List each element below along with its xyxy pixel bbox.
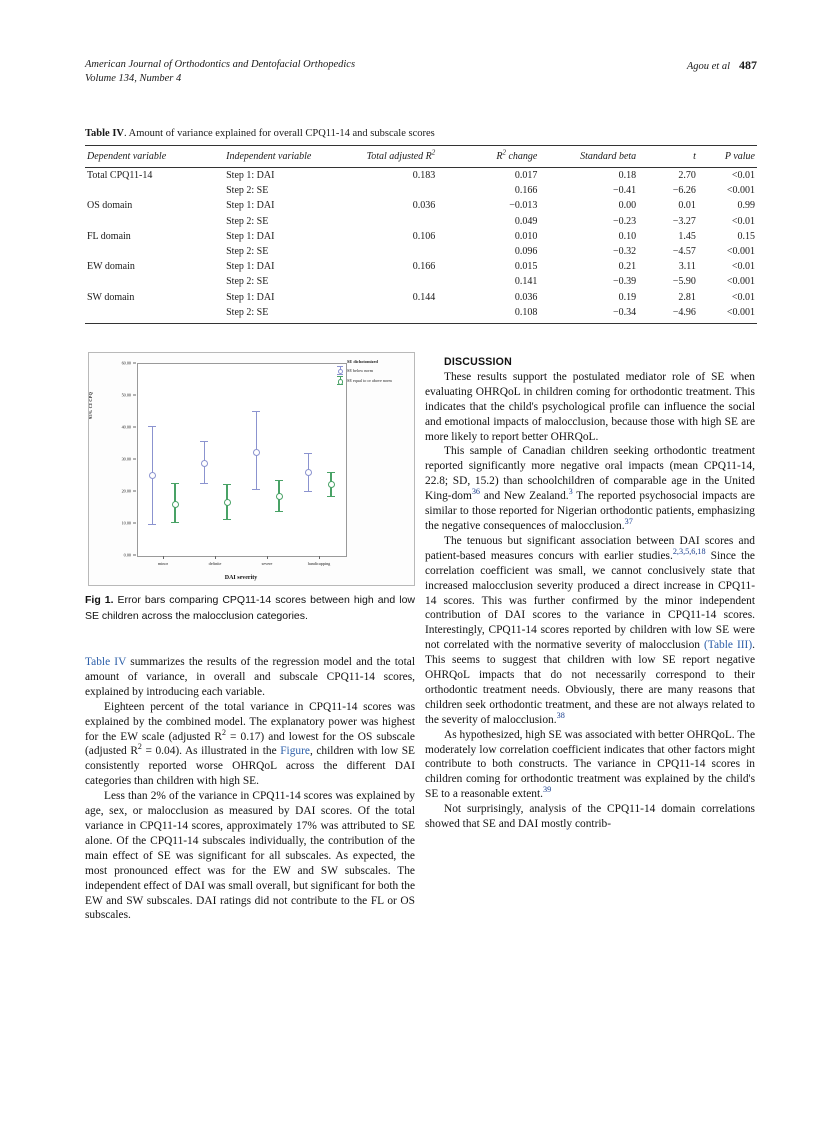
table-row [85,259,757,274]
cell-total-r2 [354,305,462,322]
error-bar-upper-cap [304,453,311,454]
cell-dependent [85,183,226,198]
paragraph-canadian-sample [425,444,755,533]
paragraph-text: summarizes the results of the regression model and the total amount of variance, in overall and subscale CPQ11-14 scores, explained by introducing each variable. [85,656,415,698]
col-r2-change-rest: change [505,151,538,162]
cell-dependent [85,214,226,229]
table-row [85,229,757,244]
y-axis-tick-label: 60.00 [121,360,131,366]
table-row [85,168,757,184]
cell-beta: −0.23 [613,215,637,227]
col-dependent-variable: Dependent variable [85,146,226,168]
table-iv-link[interactable]: Table IV [85,656,127,668]
right-column [425,355,755,832]
mean-marker [328,481,335,488]
col-total-adjusted-r2-text: Total adjusted R [366,151,432,162]
cell-t: 2.70 [678,170,696,182]
cell-independent: Step 2: SE [226,306,269,318]
reference-marker[interactable]: 36 [471,487,481,497]
left-column [85,655,415,923]
paragraph-text: = 0.17) and lowest for the OS subscale (adjusted R [85,730,415,758]
cell-independent: Step 2: SE [226,215,269,227]
error-bar-lower-cap [223,519,230,520]
col-total-adjusted-r2-sup: 2 [431,148,436,157]
cell-dependent [85,305,226,322]
col-t: t [656,146,710,168]
y-axis-tick-label: 20.00 [121,488,131,494]
paragraph-text: The tenuous but significant association between DAI scores and patient-based measures concurs with earlier studies. [425,534,755,562]
cell-t: 0.01 [678,200,696,212]
running-head-journal [85,58,355,86]
cell-beta: 0.00 [618,200,637,212]
col-independent-variable: Independent variable [226,146,354,168]
x-axis-tick-mark [163,556,164,559]
legend-label: SE equal to or above norm [347,378,392,383]
error-bar-upper-cap [200,441,207,442]
error-bar-upper-cap [252,411,259,412]
y-axis-label: 95% CI CPQ [88,391,93,419]
paragraph-subscales: Less than 2% of the variance in CPQ11-14 scores was explained by age, sex, or malocclusion as measured by DAI scores. Of the total variance in CPQ11-14 scores, approximately 17% was attributed to SE alone. Of the CPQ11-14 subscales individually, the contribution of the main effect of SE was significant for all subscales. As expected, the most pronounced effect was for the EW and SW subscales. The independent effect of DAI was small overall, but significant for both the EW and SW subscales. DAI ratings did not contribute to the FL or OS subscales. [85,790,415,922]
journal-volume: Volume 134, Number 4 [85,73,182,84]
cell-independent: Step 2: SE [226,276,269,288]
table-row [85,198,757,213]
cell-r2-change: 0.017 [514,170,538,182]
y-axis-tick-label: 40.00 [121,424,131,430]
x-axis-label: DAI severity [224,575,258,581]
cell-total-r2 [354,274,462,289]
error-bar-upper-cap [223,484,230,485]
table-row [85,290,757,305]
cell-independent: Step 1: DAI [226,261,275,273]
col-standard-beta: Standard beta [555,146,656,168]
error-bar-upper-cap [171,483,178,484]
cell-total-r2 [354,183,462,198]
table-iii-link[interactable]: (Table III) [704,639,753,652]
y-axis-tick-mark [133,395,136,396]
cell-beta: 0.19 [618,291,637,303]
cell-p: <0.001 [726,276,755,288]
running-head-authors [687,58,757,74]
cell-dependent: SW domain [87,291,135,303]
figure-link[interactable]: Figure [280,745,310,758]
cell-p: <0.001 [726,306,755,318]
paragraph-variance [85,700,415,789]
cell-p: 0.15 [737,230,755,242]
cell-t: 3.11 [678,261,696,273]
cell-t: −6.26 [672,185,696,197]
table-header-row [85,146,757,168]
chart-legend [335,359,413,387]
table-body [85,168,757,322]
y-axis-tick-mark [133,491,136,492]
table-head [85,146,757,168]
error-bar-lower-cap [252,489,259,490]
table-caption [85,128,757,139]
figure-label: Fig 1. [85,594,114,606]
journal-title: American Journal of Orthodontics and Dentofacial Orthopedics [85,59,356,70]
cell-beta: −0.34 [613,306,637,318]
cell-independent: Step 1: DAI [226,230,275,242]
cell-dependent: Total CPQ11-14 [87,170,153,182]
paragraph-text: , children with low SE consistently reported worse OHRQoL across the different DAI categories than children with high SE. [85,745,415,788]
reference-marker[interactable]: 3 [568,487,573,497]
y-axis-tick-mark [133,427,136,428]
reference-marker[interactable]: 38 [556,710,565,720]
cell-r2-change: 0.036 [514,291,538,303]
cell-independent: Step 2: SE [226,246,269,258]
error-bar-lower-cap [200,483,207,484]
y-axis-tick-label: 0.00 [123,552,131,558]
paragraph-text: Since the correlation coefficient was small, we cannot conclusively state that increased malocclusion severity produced a direct increase in CPQ11-14 scores. This was further confirmed by the minor independent contribution of DAI scores to the variance in CPQ11-14 scores. Interestingly, CPQ11-14 scores reported by children with low SE were not correlated with the normative severity of malocclusion [425,549,755,652]
col-p-value: P value [710,146,757,168]
cell-total-r2: 0.144 [412,291,436,303]
legend-item-below-norm [335,366,413,375]
section-heading-discussion: DISCUSSION [444,356,512,368]
table-row [85,274,757,289]
cell-t: −5.90 [672,276,696,288]
cell-beta: 0.10 [618,230,637,242]
col-r2-change-text: R [496,151,503,162]
table-label: Table IV [85,128,125,139]
error-bar-lower-cap [275,511,282,512]
cell-dependent [85,274,226,289]
cell-beta: −0.32 [613,246,637,258]
error-bar-upper-cap [148,426,155,427]
cell-r2-change: 0.108 [514,306,538,318]
error-bar-icon [335,366,345,375]
plot-area [137,363,347,557]
cell-independent: Step 1: DAI [226,200,275,212]
cell-r2-change: 0.049 [514,215,538,227]
figure-caption-text: Error bars comparing CPQ11-14 scores between high and low SE children across the malocclusion categories. [85,594,415,622]
variance-table [85,145,757,322]
cell-t: 1.45 [678,230,696,242]
mean-marker [172,501,179,508]
cell-t: −4.57 [672,246,696,258]
x-axis-tick-mark [267,556,268,559]
y-axis-tick-mark [133,459,136,460]
y-axis-tick-label: 30.00 [121,456,131,462]
cell-total-r2: 0.183 [412,170,436,182]
error-bar-icon [335,376,345,385]
legend-item-above-norm [335,376,413,385]
col-r2-change-sup: 2 [502,148,506,157]
error-bar-upper-cap [327,472,334,473]
figure-1 [88,352,415,586]
error-bar-upper-cap [275,480,282,481]
cell-total-r2: 0.106 [412,230,436,242]
x-axis-tick-label: severe [261,561,273,566]
cell-dependent: EW domain [87,261,135,273]
table-bottom-rule [85,323,757,324]
x-axis-tick-label: definite [208,561,222,566]
mean-marker [253,449,260,456]
cell-p: <0.01 [731,261,755,273]
error-bar-lower-cap [171,522,178,523]
paragraph-text: The reported psychosocial impacts are similar to those reported for Nigerian orthodontic patients, emphasizing the negative consequences of malocclusion. [425,490,755,532]
paragraph-text: As hypothesized, high SE was associated with better OHRQoL. The moderately low correlation coefficient indicates that other factors might contribute to both constructs. The variance in CPQ11-14 scores in children coming for orthodontic treatment was explained by the child's SE to a reasonable extent. [425,728,755,801]
cell-p: 0.99 [737,200,755,212]
paragraph-text: Eighteen percent of the total variance in CPQ11-14 scores was explained by the combined model. The explanatory power was highest for the EW scale (adjusted R [85,700,415,743]
error-bar-lower-cap [327,496,334,497]
superscript: 2 [222,727,226,737]
mean-marker [276,493,283,500]
cell-p: <0.001 [726,185,755,197]
cell-dependent [85,244,226,259]
paragraph-text: and New Zealand. [480,490,569,503]
legend-label: SE below norm [347,367,374,373]
error-bar-lower-cap [304,491,311,492]
paragraph-text: This sample of Canadian children seeking orthodontic treatment reported significantly more negative oral impacts (mean CPQ11-14, 22.8; SD, 15.2) than schoolchildren of comparable age in the United King-dom [425,445,755,503]
error-bar-lower-cap [148,524,155,525]
cell-r2-change: 0.096 [514,246,538,258]
figure-caption [85,593,415,624]
y-axis-tick-label: 50.00 [121,392,131,398]
running-head [85,58,757,86]
table-row [85,305,757,322]
cell-r2-change: 0.166 [514,185,538,197]
paragraph-dai-association [425,534,755,728]
cell-dependent: OS domain [87,200,133,212]
cell-t: −3.27 [672,215,696,227]
cell-r2-change: −0.013 [509,200,538,212]
cell-beta: −0.39 [613,276,637,288]
table-row [85,183,757,198]
cell-p: <0.01 [731,291,755,303]
x-axis-tick-label: handicapping [307,561,331,566]
col-total-adjusted-r2 [354,146,462,168]
table-caption-text: . Amount of variance explained for overall CPQ11-14 and subscale scores [124,128,435,139]
cell-beta: 0.18 [618,170,637,182]
cell-r2-change: 0.141 [514,276,538,288]
cell-beta: −0.41 [613,185,637,197]
reference-marker[interactable]: 2,3,5,6,18 [672,546,706,556]
cell-beta: 0.21 [618,261,637,273]
cell-total-r2 [354,244,462,259]
paragraph-results-summary [85,655,415,700]
superscript: 2 [137,742,142,752]
cell-t: 2.81 [678,291,696,303]
x-axis-tick-mark [215,556,216,559]
x-axis-tick-mark [319,556,320,559]
reference-marker[interactable]: 37 [624,517,633,527]
y-axis-tick-mark [133,523,136,524]
author-line: Agou et al [686,61,730,72]
cell-total-r2 [354,214,462,229]
paragraph-domain-correlations: Not surprisingly, analysis of the CPQ11-14 domain correlations showed that SE and DAI mostly contrib- [425,803,755,831]
paragraph-text: . This seems to suggest that children with low SE report negative OHRQoL impacts that do not necessarily correspond to their orthodontic treatment needs. Obviously, there are many reasons that children seek orthodontic treatment, and these are not always related to the severity of malocclusion. [425,639,755,726]
table-iv [85,128,757,324]
cell-p: <0.01 [731,170,755,182]
table-row [85,214,757,229]
cell-independent: Step 1: DAI [226,291,275,303]
page-number: 487 [739,58,757,72]
cell-dependent: FL domain [87,230,131,242]
cell-p: <0.01 [731,215,755,227]
cell-total-r2: 0.166 [412,261,436,273]
y-axis-tick-mark [133,555,136,556]
y-axis-tick-mark [133,363,136,364]
paragraph-high-se [425,728,755,803]
x-axis-tick-label: minor [157,561,169,566]
legend-title: SE dichotomized [347,359,378,364]
paragraph-mediator-role: These results support the postulated mediator role of SE when evaluating OHRQoL in children coming for orthodontic treatment. This indicates that the child's psychological profile can influence the social and emotional impacts of malocclusion, because those with high SE are more likely to report better OHRQoL. [425,370,755,443]
table-row [85,244,757,259]
cell-r2-change: 0.015 [514,261,538,273]
cell-total-r2: 0.036 [412,200,436,212]
cell-r2-change: 0.010 [514,230,538,242]
paragraph-text: = 0.04). As illustrated in the [141,745,281,758]
cell-p: <0.001 [726,246,755,258]
cell-independent: Step 2: SE [226,185,269,197]
mean-marker [149,472,156,479]
cell-t: −4.96 [672,306,696,318]
cell-independent: Step 1: DAI [226,170,275,182]
col-r2-change [461,146,555,168]
y-axis-tick-label: 10.00 [121,520,131,526]
reference-marker[interactable]: 39 [542,785,552,795]
